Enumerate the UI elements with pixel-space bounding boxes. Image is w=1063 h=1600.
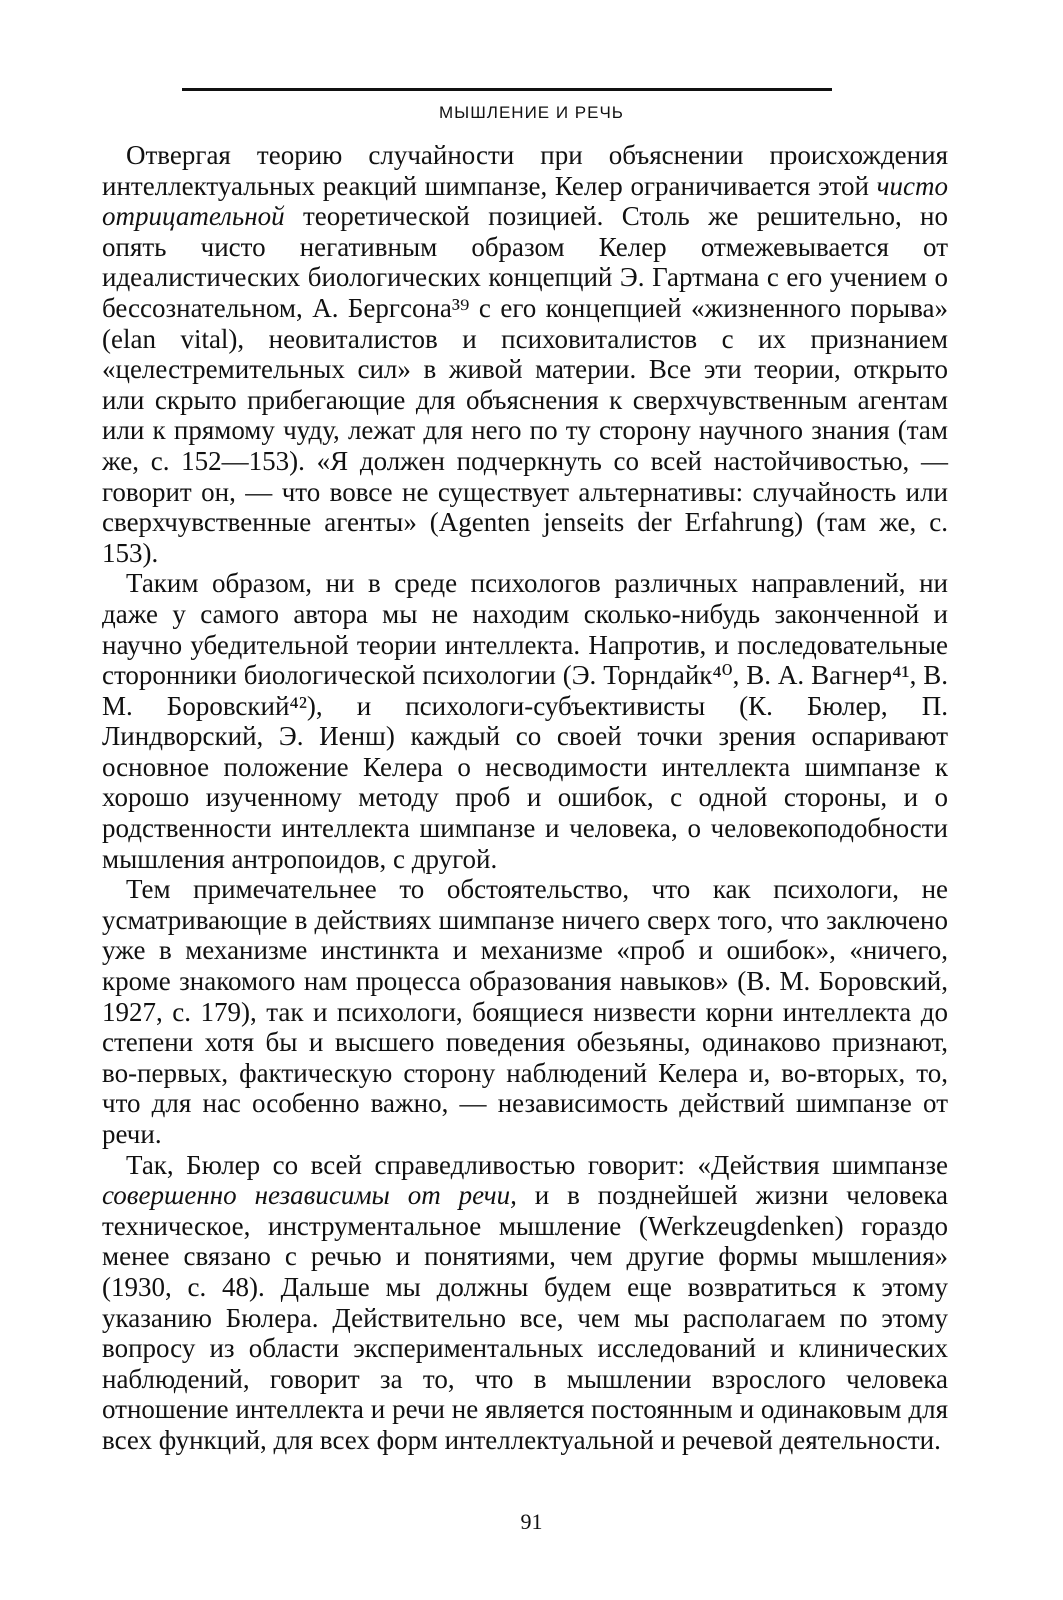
- paragraph-text: теоретической позицией. Столь же решительно, но опять чисто негативным образом Келер отмежевывается от идеалистических биологических концепций Э. Гартмана с его учением о бессознательном, А. Бергсона³⁹ с его концепцией «жизненного порыва» (elan vital), неовиталистов и психовиталистов с их признанием «целестремительных сил» в живой материи. Все эти теории, открыто или скрыто прибегающие для объяснения к сверхчувственным агентам или к прямому чуду, лежат для него по ту сторону научного знания (там же, с. 152—153). «Я должен подчеркнуть со всей настойчивостью, — говорит он, — что вовсе не существует альтернативы: случайность или сверхчувственные агенты» (Agenten jenseits der Erfahrung) (там же, с. 153).: [102, 201, 948, 568]
- paragraph: [102, 874, 948, 1149]
- paragraph: [102, 568, 948, 874]
- paragraph-text: Таким образом, ни в среде психологов различных направлений, ни даже у самого автора мы не находим сколько-нибудь законченной и научно убедительной теории интеллекта. Напротив, и последовательные сторонники биологической психологии (Э. Торндайк⁴⁰, В. А. Вагнер⁴¹, В. М. Боровский⁴²), и психологи-субъективисты (К. Бюлер, П. Линдворский, Э. Иенш) каждый со своей точки зрения оспаривают основное положение Келера о несводимости интеллекта шимпанзе к хорошо изученному методу проб и ошибок, с одной стороны, и о родственности интеллекта шимпанзе и человека, о человекоподобности мышления антропоидов, с другой.: [102, 568, 948, 874]
- paragraph: [102, 1150, 948, 1456]
- paragraph-text: Тем примечательнее то обстоятельство, что как психологи, не усматривающие в действиях шимпанзе ничего сверх того, что заключено уже в механизме инстинкта и механизме «проб и ошибок», «ничего, кроме знакомого нам процесса образования навыков» (В. М. Боровский, 1927, с. 179), так и психологи, боящиеся низвести корни интеллекта до степени хотя бы и высшего поведения обезьяны, одинаково признают, во-первых, фактическую сторону наблюдений Келера и, во-вторых, то, что для нас особенно важно, — независимость действий шимпанзе от речи.: [102, 874, 948, 1149]
- running-head: МЫШЛЕНИЕ И РЕЧЬ: [439, 103, 624, 122]
- emphasis-text: чисто отрицательной: [102, 170, 948, 232]
- paragraph-text: Отвергая теорию случайности при объяснении происхождения интеллектуальных реакций шимпанзе, Келер ограничивается этой: [102, 140, 948, 201]
- page-number: 91: [520, 1509, 543, 1534]
- paragraph: [102, 140, 948, 568]
- paragraph-text: Так, Бюлер со всей справедливостью говорит: «Действия шимпанзе: [126, 1149, 948, 1180]
- paragraph-text: и в позднейшей жизни человека техническое, инструментальное мышление (Werkzeugdenken) гораздо менее связано с речью и понятиями, чем другие формы мышления» (1930, с. 48). Дальше мы должны будем еще возвратиться к этому указанию Бюлера. Действительно все, чем мы располагаем по этому вопросу из области экспериментальных исследований и клинических наблюдений, говорит за то, что в мышлении взрослого человека отношение интеллекта и речи не является постоянным и одинаковым для всех функций, для всех форм интеллектуальной и речевой деятельности.: [102, 1180, 948, 1455]
- body-text: [102, 140, 948, 1456]
- header-rule: [182, 88, 832, 91]
- emphasis-text: совершенно независимы от речи,: [102, 1180, 517, 1211]
